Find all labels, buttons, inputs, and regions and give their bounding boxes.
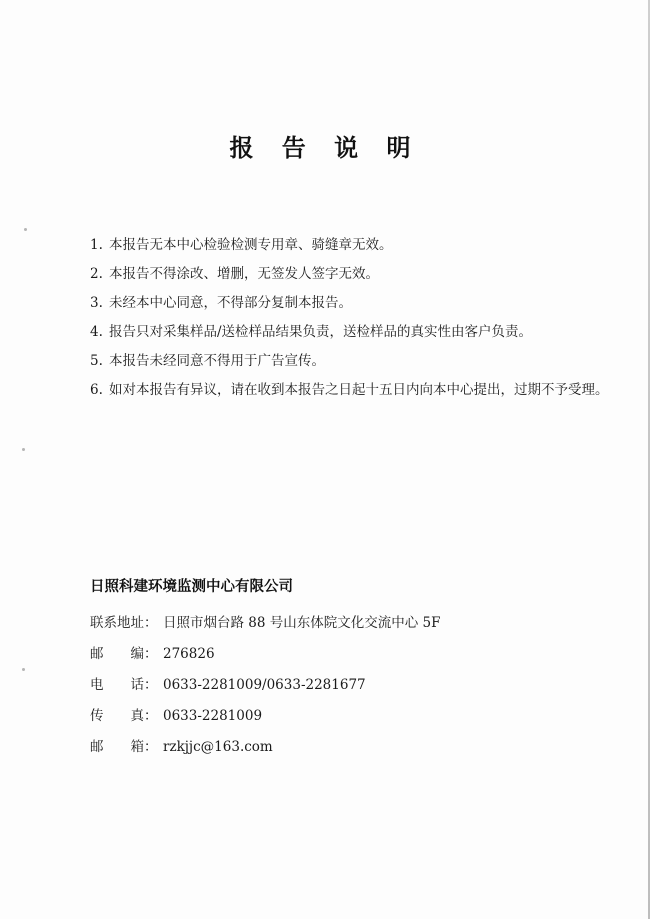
contact-email: [90, 732, 441, 763]
rule-number: 4.: [90, 324, 103, 340]
rule-text: 本报告无本中心检验检测专用章、骑缝章无效。: [109, 237, 393, 253]
contact-label: 电 话：: [90, 677, 158, 693]
rule-text: 本报告不得涂改、增删，无签发人签字无效。: [109, 266, 379, 282]
company-name: 日照科建环境监测中心有限公司: [90, 579, 293, 595]
scan-speck: [22, 668, 25, 671]
rules-list: [90, 231, 610, 405]
report-title: 报 告 说 明: [229, 133, 421, 162]
rule-item: [90, 318, 610, 347]
rule-text: 报告只对采集样品/送检样品结果负责，送检样品的真实性由客户负责。: [109, 324, 533, 340]
rule-item: [90, 289, 610, 318]
rule-item: [90, 347, 610, 376]
contact-value: 0633-2281009/0633-2281677: [163, 677, 366, 693]
rule-item: [90, 376, 610, 405]
contact-label: 联系地址：: [90, 615, 158, 631]
contact-value: 276826: [163, 646, 215, 662]
contact-phone: [90, 670, 441, 701]
rule-number: 2.: [90, 266, 103, 282]
rule-text: 未经本中心同意，不得部分复制本报告。: [109, 295, 352, 311]
contact-value: 0633-2281009: [163, 708, 263, 724]
contact-address: [90, 608, 441, 639]
scan-speck: [22, 448, 25, 451]
rule-item: [90, 231, 610, 260]
contact-info: [90, 608, 441, 763]
contact-label: 传 真：: [90, 708, 158, 724]
contact-value: 日照市烟台路 88 号山东体院文化交流中心 5F: [163, 615, 441, 631]
contact-label: 邮 编：: [90, 646, 158, 662]
scan-speck: [24, 228, 27, 231]
contact-label: 邮 箱：: [90, 739, 158, 755]
contact-postcode: [90, 639, 441, 670]
rule-text: 如对本报告有异议，请在收到本报告之日起十五日内向本中心提出，过期不予受理。: [109, 382, 609, 398]
rule-number: 1.: [90, 237, 103, 253]
contact-fax: [90, 701, 441, 732]
rule-number: 5.: [90, 353, 103, 369]
rule-text: 本报告未经同意不得用于广告宣传。: [109, 353, 325, 369]
rule-number: 6.: [90, 382, 103, 398]
contact-value: rzkjjc@163.com: [163, 739, 273, 755]
rule-item: [90, 260, 610, 289]
rule-number: 3.: [90, 295, 103, 311]
